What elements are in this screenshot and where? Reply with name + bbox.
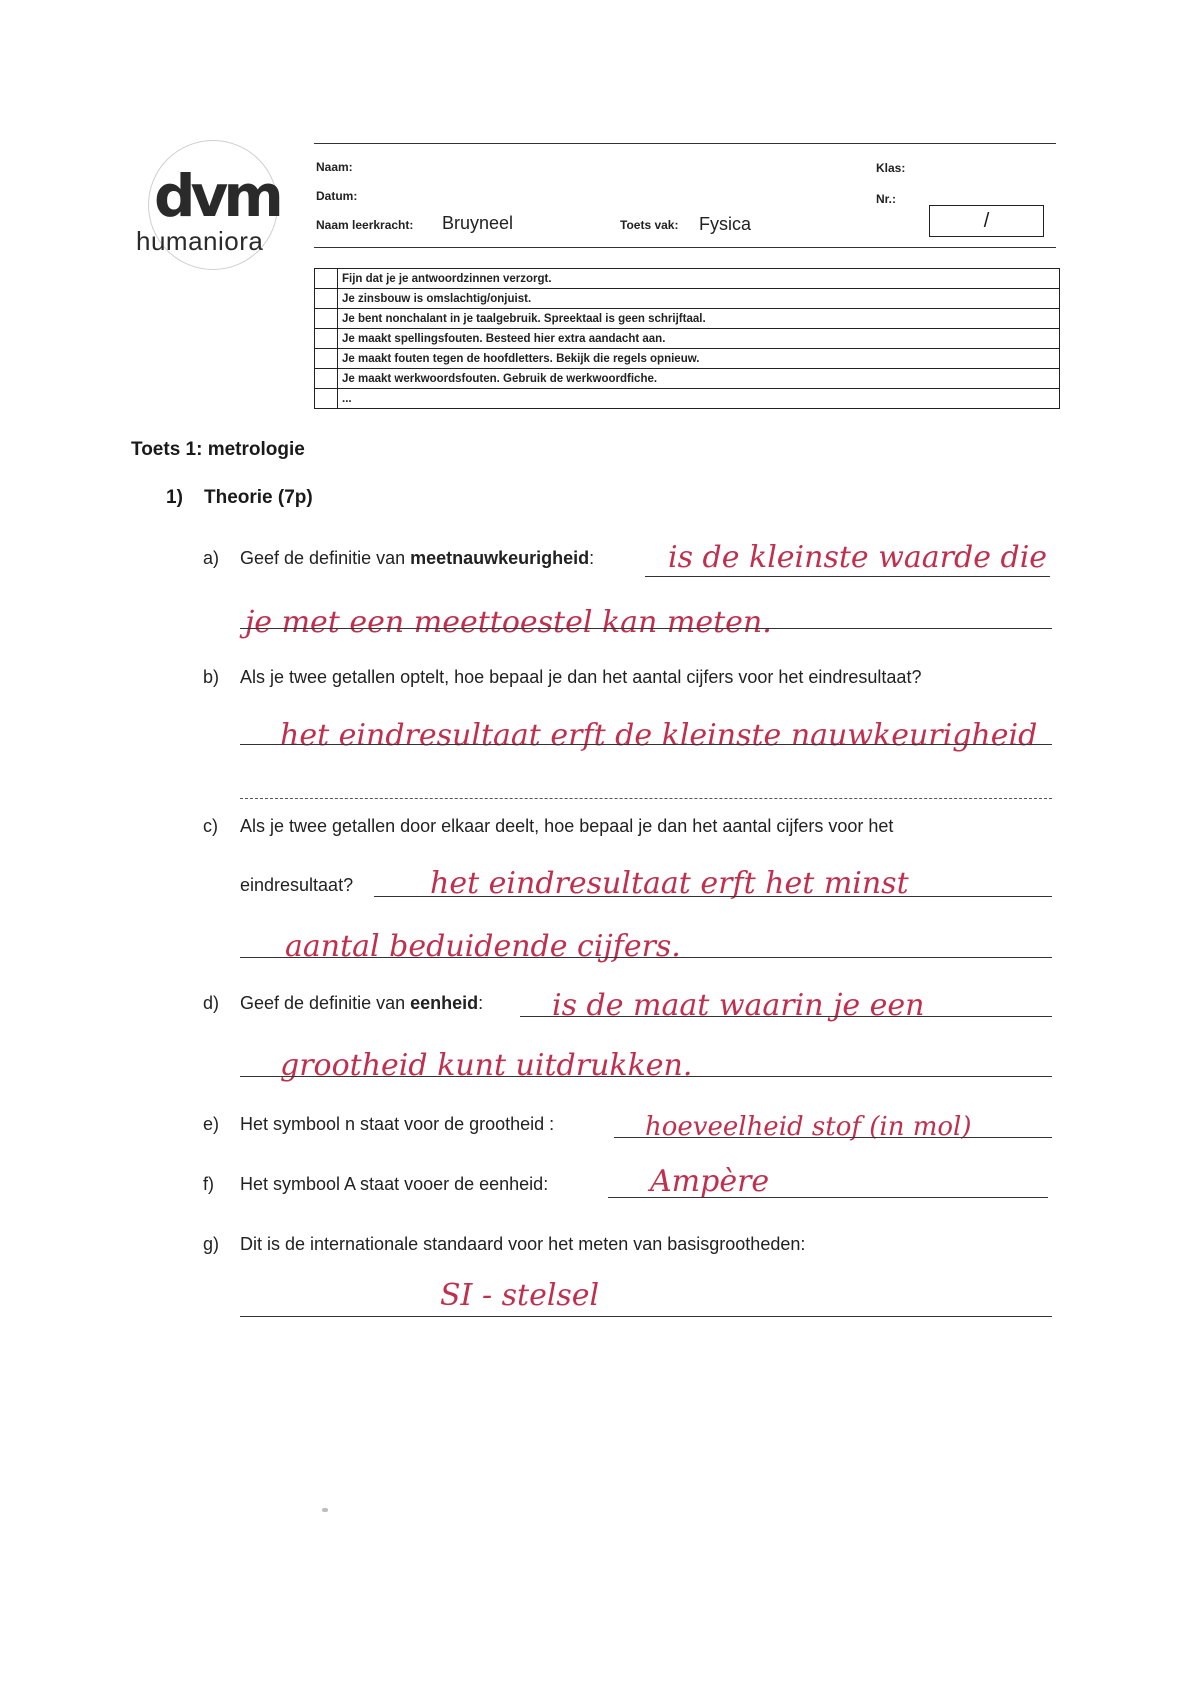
scan-speck [322, 1508, 328, 1512]
logo-wordmark: humaniora [136, 226, 264, 256]
answer-line [645, 576, 1050, 577]
feedback-table [314, 268, 1060, 409]
question-g-letter: g) [203, 1234, 220, 1254]
feedback-text: Je maakt werkwoordsfouten. Gebruik de werkwoordfiche. [338, 369, 1060, 389]
feedback-checkbox [315, 289, 338, 309]
school-logo [136, 140, 290, 270]
answer-e-line1: hoeveelheid stof (in mol) [645, 1112, 972, 1142]
answer-line [614, 1137, 1052, 1138]
feedback-checkbox [315, 269, 338, 289]
section-title: Theorie (7p) [204, 487, 313, 508]
question-c-text2: eindresultaat? [240, 875, 354, 895]
feedback-row [315, 269, 1060, 289]
datum-label: Datum: [316, 189, 358, 203]
feedback-row [315, 329, 1060, 349]
feedback-row [315, 289, 1060, 309]
feedback-text: Je maakt spellingsfouten. Besteed hier extra aandacht aan. [338, 329, 1060, 349]
question-f-text: Het symbool A staat vooer de eenheid: [240, 1174, 549, 1194]
score-box: / [929, 205, 1044, 237]
answer-line [240, 1076, 1052, 1077]
vak-value: Fysica [699, 214, 752, 234]
answer-a-line1: is de kleinste waarde die [668, 540, 1048, 575]
question-g-text: Dit is de internationale standaard voor het meten van basisgrootheden: [240, 1234, 806, 1254]
question-c-text: Als je twee getallen door elkaar deelt, hoe bepaal je dan het aantal cijfers voor het [240, 816, 894, 836]
question-e-text: Het symbool n staat voor de grootheid : [240, 1114, 555, 1134]
question-a-letter: a) [203, 548, 220, 568]
answer-line [240, 957, 1052, 958]
feedback-text: Fijn dat je je antwoordzinnen verzorgt. [338, 269, 1060, 289]
answer-b-line1: het eindresultaat erft de kleinste nauwkeurigheid [280, 718, 1038, 753]
feedback-text: ... [338, 389, 1060, 409]
answer-c-line1: het eindresultaat erft het minst [430, 866, 909, 901]
answer-g-line1: SI - stelsel [440, 1278, 600, 1313]
question-b-letter: b) [203, 667, 220, 687]
header-top-rule [314, 143, 1056, 144]
feedback-text: Je zinsbouw is omslachtig/onjuist. [338, 289, 1060, 309]
answer-line [608, 1197, 1048, 1198]
answer-line [240, 1316, 1052, 1317]
nr-label: Nr.: [876, 192, 897, 206]
feedback-checkbox [315, 329, 338, 349]
answer-f-line1: Ampère [650, 1164, 770, 1199]
feedback-text: Je bent nonchalant in je taalgebruik. Spreektaal is geen schrijftaal. [338, 309, 1060, 329]
section-number: 1) [166, 487, 183, 508]
answer-line [240, 744, 1052, 745]
header-bottom-rule [314, 247, 1056, 248]
feedback-checkbox [315, 309, 338, 329]
answer-line [240, 628, 1052, 629]
klas-label: Klas: [876, 161, 906, 175]
feedback-row [315, 389, 1060, 409]
answer-line [520, 1016, 1052, 1017]
feedback-checkbox [315, 349, 338, 369]
question-f-letter: f) [203, 1174, 214, 1194]
question-d-text: Geef de definitie van eenheid: [240, 993, 484, 1013]
feedback-row [315, 369, 1060, 389]
test-title: Toets 1: metrologie [131, 439, 305, 460]
naam-label: Naam: [316, 160, 353, 174]
feedback-checkbox [315, 389, 338, 409]
leerkracht-value: Bruyneel [442, 213, 514, 233]
answer-d-line1: is de maat waarin je een [552, 988, 925, 1023]
feedback-row [315, 309, 1060, 329]
vak-label: Toets vak: [620, 218, 679, 232]
question-e-letter: e) [203, 1114, 220, 1134]
leerkracht-label: Naam leerkracht: [316, 218, 414, 232]
answer-a-line2: je met een meettoestel kan meten. [245, 605, 772, 640]
answer-d-line2: grootheid kunt uitdrukken. [280, 1048, 693, 1083]
answer-dashed-line [240, 798, 1052, 799]
answer-c-line2: aantal beduidende cijfers. [285, 929, 681, 964]
logo-mark: dvm [154, 162, 279, 230]
question-c-letter: c) [203, 816, 218, 836]
feedback-checkbox [315, 369, 338, 389]
feedback-text: Je maakt fouten tegen de hoofdletters. Bekijk die regels opnieuw. [338, 349, 1060, 369]
answer-line [374, 896, 1052, 897]
question-a-text: Geef de definitie van meetnauwkeurigheid: [240, 548, 595, 568]
question-b-text: Als je twee getallen optelt, hoe bepaal je dan het aantal cijfers voor het eindresultaat? [240, 667, 922, 687]
feedback-row [315, 349, 1060, 369]
question-d-letter: d) [203, 993, 220, 1013]
